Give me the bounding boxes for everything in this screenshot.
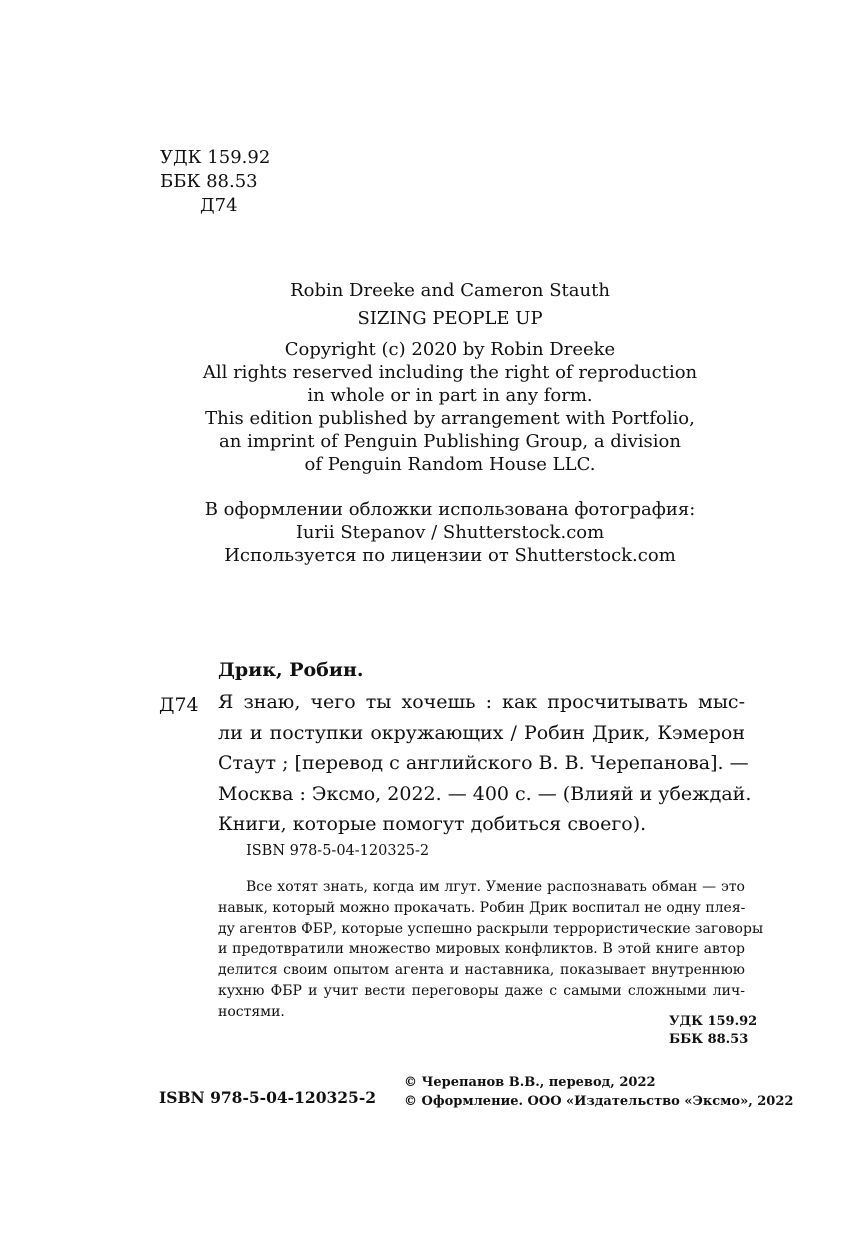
footer-copyright bbox=[404, 1073, 793, 1111]
annotation-line: кухню ФБР и учит вести переговоры даже с самыми сложными лич- bbox=[218, 982, 745, 999]
annotation-line: ду агентов ФБР, которые успешно раскрыли террористические заговоры bbox=[218, 920, 764, 937]
copyright-line: Copyright (c) 2020 by Robin Dreeke bbox=[284, 339, 616, 360]
original-title: SIZING PEOPLE UP bbox=[357, 308, 543, 329]
copyright-line: an imprint of Penguin Publishing Group, a division bbox=[219, 431, 681, 452]
description-line: Я знаю, чего ты хочешь : как просчитывать мыс- bbox=[218, 691, 745, 713]
annotation-line: ностями. bbox=[218, 1003, 285, 1020]
annotation-line: и предотвратили множество мировых конфликтов. В этой книге автор bbox=[218, 941, 745, 958]
annotation-line: навык, который можно прокачать. Робин Дрик воспитал не одну плея- bbox=[218, 899, 746, 916]
catalog-isbn: ISBN 978-5-04-120325-2 bbox=[246, 843, 430, 859]
catalog-bbk: ББК 88.53 bbox=[669, 1032, 749, 1047]
author-mark: Д74 bbox=[200, 195, 238, 216]
classification-codes bbox=[160, 146, 270, 218]
cover-credit-line: Iurii Stepanov / Shutterstock.com bbox=[295, 522, 605, 543]
annotation-line: делится своим опытом агента и наставника, показывает внутреннюю bbox=[218, 962, 745, 979]
footer-copyright-line: © Черепанов В.В., перевод, 2022 bbox=[404, 1075, 656, 1090]
footer-isbn: ISBN 978-5-04-120325-2 bbox=[159, 1088, 377, 1107]
bbk-code: ББК 88.53 bbox=[160, 171, 258, 192]
udk-code: УДК 159.92 bbox=[160, 147, 271, 168]
cover-credit-line: В оформлении обложки использована фотография: bbox=[204, 499, 696, 520]
cover-credit-line: Используется по лицензии от Shutterstock.com bbox=[224, 545, 676, 566]
bibliographic-description bbox=[218, 687, 752, 840]
annotation-line: Все хотят знать, когда им лгут. Умение распознавать обман — это bbox=[246, 879, 745, 895]
original-edition-block bbox=[150, 277, 750, 476]
copyright-line: in whole or in part in any form. bbox=[307, 385, 593, 406]
description-line: ли и поступки окружающих / Робин Дрик, Кэмерон bbox=[218, 721, 745, 744]
copyright-line: This edition published by arrangement with Portfolio, bbox=[205, 408, 695, 429]
catalog-author-heading: Дрик, Робин. bbox=[218, 659, 364, 681]
original-authors: Robin Dreeke and Cameron Stauth bbox=[290, 280, 610, 301]
description-line: Книги, которые помогут добиться своего). bbox=[218, 813, 647, 835]
catalog-udk: УДК 159.92 bbox=[669, 1014, 758, 1029]
footer-copyright-line: © Оформление. ООО «Издательство «Эксмо», 2022 bbox=[404, 1094, 794, 1109]
annotation bbox=[218, 877, 764, 1023]
catalog-classification bbox=[669, 1013, 757, 1049]
description-line: Стаут ; [перевод с английского В. В. Черепанова]. — bbox=[218, 752, 749, 774]
catalog-index-mark: Д74 bbox=[159, 694, 199, 716]
description-line: Москва : Эксмо, 2022. — 400 с. — (Влияй и убеждай. bbox=[218, 782, 752, 805]
copyright-line: of Penguin Random House LLC. bbox=[304, 454, 596, 475]
cover-credit-block bbox=[150, 498, 750, 567]
copyright-line: All rights reserved including the right of reproduction bbox=[202, 362, 698, 383]
